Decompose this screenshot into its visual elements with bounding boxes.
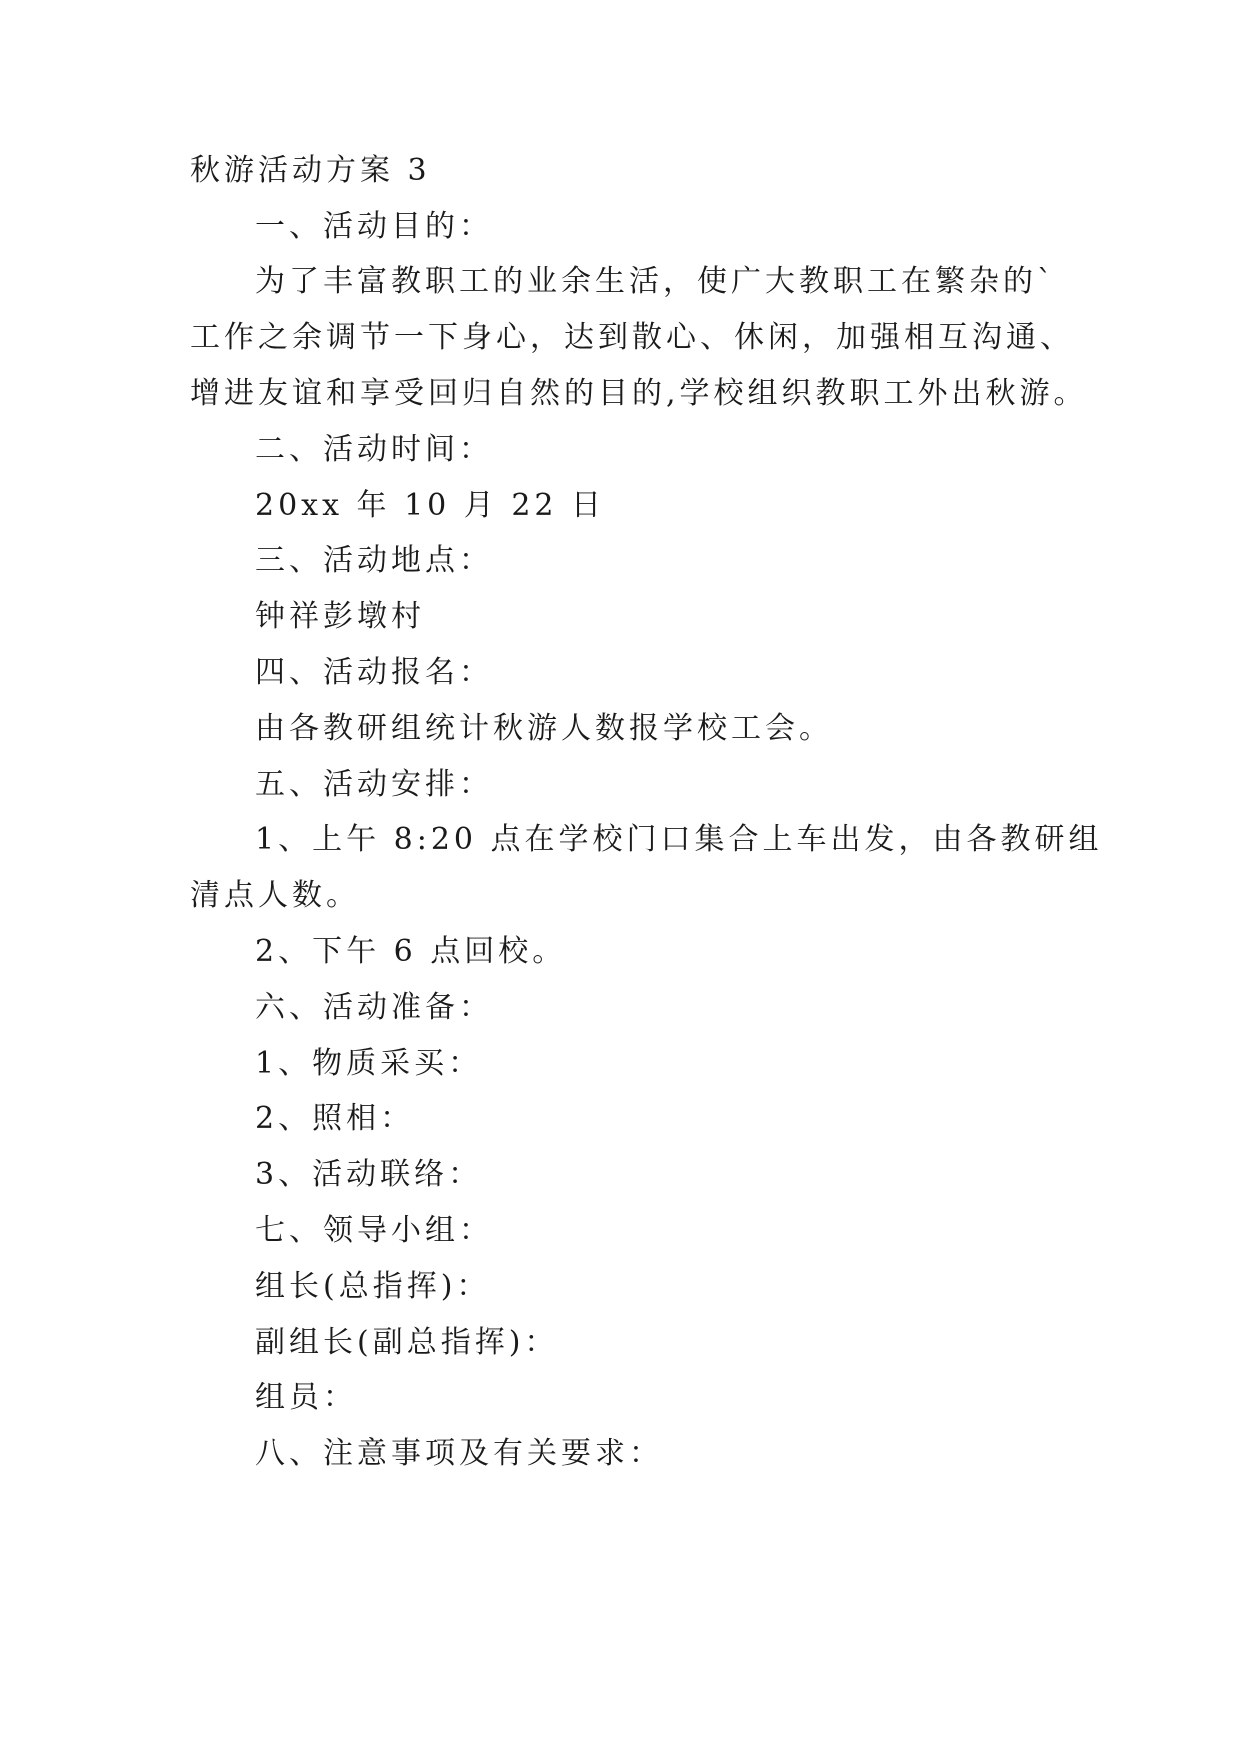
paragraph-line: 2、下午 6 点回校。	[255, 934, 567, 969]
paragraph-line: 清点人数。	[190, 878, 360, 913]
paragraph-line: 1、物质采买：	[255, 1046, 483, 1081]
paragraph-line: 副组长(副总指挥)：	[255, 1325, 559, 1360]
paragraph-line: 为了丰富教职工的业余生活，使广大教职工在繁杂的`	[255, 264, 1056, 299]
document-title: 秋游活动方案 3	[190, 153, 431, 188]
paragraph-line: 增进友谊和享受回归自然的目的,学校组织教职工外出秋游。	[190, 376, 1088, 411]
section-heading: 七、领导小组：	[255, 1213, 493, 1248]
paragraph-line: 2、照相：	[255, 1101, 415, 1136]
paragraph-line: 20xx 年 10 月 22 日	[255, 488, 606, 523]
section-heading: 八、注意事项及有关要求：	[255, 1436, 663, 1471]
section-heading: 三、活动地点：	[255, 543, 493, 578]
paragraph-line: 由各教研组统计秋游人数报学校工会。	[255, 711, 833, 746]
section-heading: 六、活动准备：	[255, 990, 493, 1025]
paragraph-line: 工作之余调节一下身心，达到散心、休闲，加强相互沟通、	[190, 320, 1074, 355]
paragraph-line: 1、上午 8:20 点在学校门口集合上车出发，由各教研组	[255, 822, 1103, 857]
section-heading: 四、活动报名：	[255, 655, 493, 690]
section-heading: 五、活动安排：	[255, 767, 493, 802]
section-heading: 一、活动目的：	[255, 209, 493, 244]
section-heading: 二、活动时间：	[255, 432, 493, 467]
paragraph-line: 组员：	[255, 1380, 357, 1415]
paragraph-line: 钟祥彭墩村	[255, 599, 425, 634]
paragraph-line: 组长(总指挥)：	[255, 1269, 491, 1304]
paragraph-line: 3、活动联络：	[255, 1157, 483, 1192]
